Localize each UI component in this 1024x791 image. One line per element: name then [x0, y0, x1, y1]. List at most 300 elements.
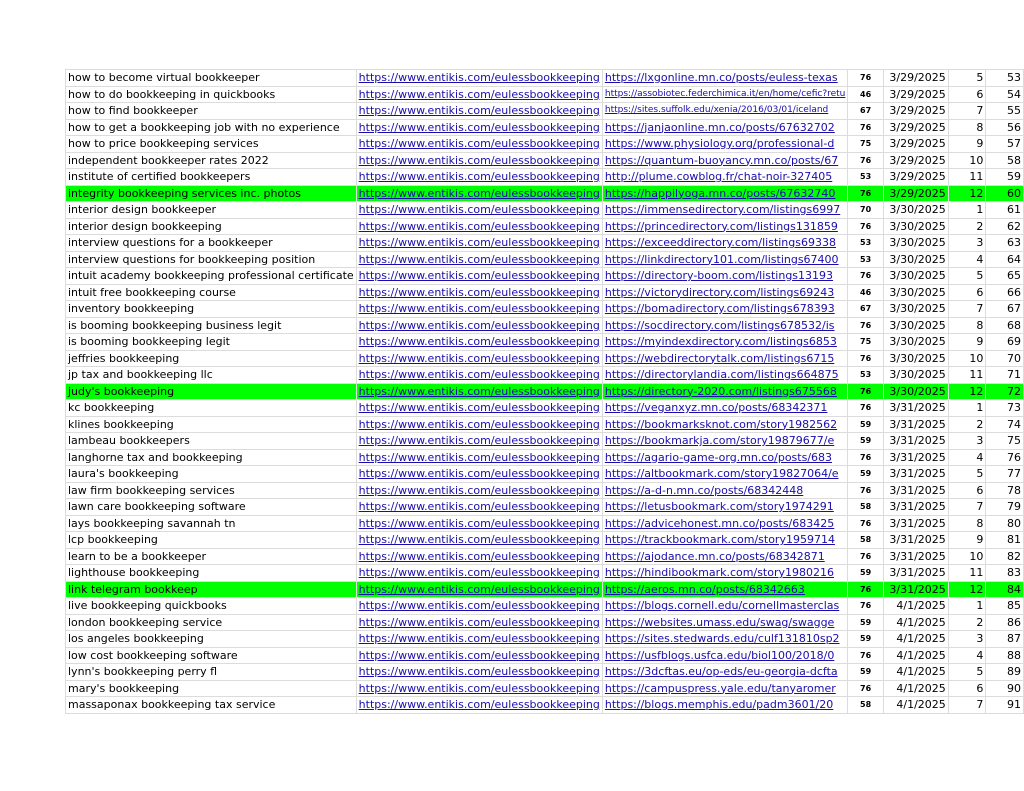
rank-cell: 8 — [948, 515, 986, 532]
source-url-link[interactable]: https://www.entikis.com/eulessbookkeeping — [356, 614, 602, 631]
score-cell: 53 — [848, 367, 883, 384]
table-row — [66, 664, 1024, 681]
rank-cell: 9 — [948, 532, 986, 549]
table-row — [66, 532, 1024, 549]
date-cell: 3/31/2025 — [883, 548, 948, 565]
table-row — [66, 268, 1024, 285]
backlink-url-link[interactable]: https://webdirectorytalk.com/listings6715 — [602, 350, 848, 367]
date-cell: 3/31/2025 — [883, 565, 948, 582]
backlink-url-link[interactable]: https://immensedirectory.com/listings6997 — [602, 202, 848, 219]
rank-cell: 9 — [948, 334, 986, 351]
source-url-link[interactable]: https://www.entikis.com/eulessbookkeeping — [356, 598, 602, 615]
source-url-link[interactable]: https://www.entikis.com/eulessbookkeeping — [356, 119, 602, 136]
backlink-url-link[interactable]: https://advicehonest.mn.co/posts/683425 — [602, 515, 848, 532]
table-row — [66, 317, 1024, 334]
backlink-url-link[interactable]: https://agario-game-org.mn.co/posts/683 — [602, 449, 848, 466]
index-cell: 56 — [986, 119, 1024, 136]
index-cell: 84 — [986, 581, 1024, 598]
rank-cell: 10 — [948, 350, 986, 367]
score-cell: 76 — [848, 185, 883, 202]
index-cell: 83 — [986, 565, 1024, 582]
backlink-url-link[interactable]: https://lxgonline.mn.co/posts/euless-texas — [602, 70, 848, 87]
backlink-url-link[interactable]: https://exceeddirectory.com/listings69338 — [602, 235, 848, 252]
index-cell: 64 — [986, 251, 1024, 268]
rank-cell: 7 — [948, 301, 986, 318]
backlink-url-link[interactable]: https://assobiotec.federchimica.it/en/home/cefic?retu — [602, 86, 848, 103]
rank-cell: 8 — [948, 317, 986, 334]
backlink-url-link[interactable]: https://aeros.mn.co/posts/68342663 — [602, 581, 848, 598]
source-url-link[interactable]: https://www.entikis.com/eulessbookkeeping — [356, 152, 602, 169]
source-url-link[interactable]: https://www.entikis.com/eulessbookkeeping — [356, 565, 602, 582]
score-cell: 70 — [848, 202, 883, 219]
date-cell: 3/30/2025 — [883, 284, 948, 301]
backlink-url-link[interactable]: https://princedirectory.com/listings131859 — [602, 218, 848, 235]
index-cell: 63 — [986, 235, 1024, 252]
table-row — [66, 70, 1024, 87]
index-cell: 87 — [986, 631, 1024, 648]
table-row — [66, 86, 1024, 103]
table-row — [66, 400, 1024, 417]
index-cell: 89 — [986, 664, 1024, 681]
backlink-url-link[interactable]: https://socdirectory.com/listings678532/is — [602, 317, 848, 334]
source-url-link[interactable]: https://www.entikis.com/eulessbookkeeping — [356, 466, 602, 483]
keyword-cell: live bookkeeping quickbooks — [66, 598, 357, 615]
table-row — [66, 499, 1024, 516]
source-url-link[interactable]: https://www.entikis.com/eulessbookkeeping — [356, 499, 602, 516]
rank-cell: 6 — [948, 680, 986, 697]
score-cell: 76 — [848, 383, 883, 400]
score-cell: 76 — [848, 449, 883, 466]
source-url-link[interactable]: https://www.entikis.com/eulessbookkeeping — [356, 103, 602, 120]
score-cell: 58 — [848, 499, 883, 516]
table-row — [66, 185, 1024, 202]
source-url-link[interactable]: https://www.entikis.com/eulessbookkeeping — [356, 697, 602, 714]
keyword-cell: how to become virtual bookkeeper — [66, 70, 357, 87]
source-url-link[interactable]: https://www.entikis.com/eulessbookkeeping — [356, 169, 602, 186]
keyword-cell: lawn care bookkeeping software — [66, 499, 357, 516]
score-cell: 75 — [848, 334, 883, 351]
score-cell: 53 — [848, 251, 883, 268]
index-cell: 80 — [986, 515, 1024, 532]
keyword-cell: lighthouse bookkeeping — [66, 565, 357, 582]
index-cell: 81 — [986, 532, 1024, 549]
score-cell: 59 — [848, 433, 883, 450]
table-row — [66, 235, 1024, 252]
source-url-link[interactable]: https://www.entikis.com/eulessbookkeeping — [356, 350, 602, 367]
backlink-url-link[interactable]: https://usfblogs.usfca.edu/biol100/2018/0 — [602, 647, 848, 664]
source-url-link[interactable]: https://www.entikis.com/eulessbookkeeping — [356, 136, 602, 153]
source-url-link[interactable]: https://www.entikis.com/eulessbookkeeping — [356, 581, 602, 598]
index-cell: 60 — [986, 185, 1024, 202]
keyword-cell: low cost bookkeeping software — [66, 647, 357, 664]
table-row — [66, 218, 1024, 235]
index-cell: 85 — [986, 598, 1024, 615]
keyword-cell: laura's bookkeeping — [66, 466, 357, 483]
backlink-url-link[interactable]: https://altbookmark.com/story19827064/e — [602, 466, 848, 483]
score-cell: 67 — [848, 301, 883, 318]
rank-cell: 6 — [948, 86, 986, 103]
date-cell: 3/31/2025 — [883, 433, 948, 450]
date-cell: 4/1/2025 — [883, 614, 948, 631]
rank-cell: 6 — [948, 284, 986, 301]
rank-cell: 5 — [948, 664, 986, 681]
source-url-link[interactable]: https://www.entikis.com/eulessbookkeeping — [356, 532, 602, 549]
rank-cell: 11 — [948, 367, 986, 384]
table-row — [66, 251, 1024, 268]
index-cell: 59 — [986, 169, 1024, 186]
index-cell: 55 — [986, 103, 1024, 120]
source-url-link[interactable]: https://www.entikis.com/eulessbookkeeping — [356, 218, 602, 235]
source-url-link[interactable]: https://www.entikis.com/eulessbookkeeping — [356, 664, 602, 681]
score-cell: 76 — [848, 598, 883, 615]
date-cell: 3/29/2025 — [883, 86, 948, 103]
backlink-url-link[interactable]: https://myindexdirectory.com/listings6853 — [602, 334, 848, 351]
table-row — [66, 631, 1024, 648]
source-url-link[interactable]: https://www.entikis.com/eulessbookkeeping — [356, 70, 602, 87]
score-cell: 59 — [848, 565, 883, 582]
score-cell: 59 — [848, 631, 883, 648]
backlink-url-link[interactable]: https://bomadirectory.com/listings678393 — [602, 301, 848, 318]
table-row — [66, 103, 1024, 120]
date-cell: 3/29/2025 — [883, 152, 948, 169]
keyword-cell: how to get a bookkeeping job with no experience — [66, 119, 357, 136]
date-cell: 3/31/2025 — [883, 532, 948, 549]
rank-cell: 8 — [948, 119, 986, 136]
keyword-cell: intuit free bookkeeping course — [66, 284, 357, 301]
source-url-link[interactable]: https://www.entikis.com/eulessbookkeeping — [356, 647, 602, 664]
score-cell: 59 — [848, 466, 883, 483]
rank-cell: 4 — [948, 647, 986, 664]
rank-cell: 12 — [948, 581, 986, 598]
keyword-cell: kc bookkeeping — [66, 400, 357, 417]
index-cell: 82 — [986, 548, 1024, 565]
table-row — [66, 482, 1024, 499]
date-cell: 3/31/2025 — [883, 400, 948, 417]
rank-cell: 11 — [948, 565, 986, 582]
date-cell: 3/31/2025 — [883, 581, 948, 598]
source-url-link[interactable]: https://www.entikis.com/eulessbookkeeping — [356, 86, 602, 103]
source-url-link[interactable]: https://www.entikis.com/eulessbookkeeping — [356, 433, 602, 450]
table-row — [66, 581, 1024, 598]
backlink-url-link[interactable]: https://quantum-buoyancy.mn.co/posts/67 — [602, 152, 848, 169]
date-cell: 4/1/2025 — [883, 598, 948, 615]
table-row — [66, 416, 1024, 433]
table-row — [66, 598, 1024, 615]
spreadsheet-body — [66, 70, 1024, 714]
rank-cell: 3 — [948, 433, 986, 450]
source-url-link[interactable]: https://www.entikis.com/eulessbookkeeping — [356, 482, 602, 499]
rank-cell: 10 — [948, 152, 986, 169]
table-row — [66, 449, 1024, 466]
keyword-cell: jeffries bookkeeping — [66, 350, 357, 367]
score-cell: 53 — [848, 235, 883, 252]
rank-cell: 5 — [948, 70, 986, 87]
source-url-link[interactable]: https://www.entikis.com/eulessbookkeeping — [356, 367, 602, 384]
score-cell: 76 — [848, 400, 883, 417]
date-cell: 3/31/2025 — [883, 449, 948, 466]
rank-cell: 5 — [948, 466, 986, 483]
source-url-link[interactable]: https://www.entikis.com/eulessbookkeeping — [356, 548, 602, 565]
source-url-link[interactable]: https://www.entikis.com/eulessbookkeeping — [356, 317, 602, 334]
table-row — [66, 515, 1024, 532]
table-row — [66, 614, 1024, 631]
score-cell: 76 — [848, 680, 883, 697]
score-cell: 76 — [848, 581, 883, 598]
date-cell: 3/29/2025 — [883, 70, 948, 87]
date-cell: 3/31/2025 — [883, 416, 948, 433]
keyword-cell: learn to be a bookkeeper — [66, 548, 357, 565]
index-cell: 70 — [986, 350, 1024, 367]
backlink-url-link[interactable]: https://sites.stedwards.edu/culf131810sp2 — [602, 631, 848, 648]
keyword-cell: london bookkeeping service — [66, 614, 357, 631]
index-cell: 79 — [986, 499, 1024, 516]
keyword-cell: interior design bookkeeping — [66, 218, 357, 235]
backlink-url-link[interactable]: https://a-d-n.mn.co/posts/68342448 — [602, 482, 848, 499]
rank-cell: 2 — [948, 614, 986, 631]
score-cell: 76 — [848, 647, 883, 664]
source-url-link[interactable]: https://www.entikis.com/eulessbookkeeping — [356, 251, 602, 268]
index-cell: 62 — [986, 218, 1024, 235]
date-cell: 3/29/2025 — [883, 136, 948, 153]
score-cell: 59 — [848, 416, 883, 433]
rank-cell: 7 — [948, 499, 986, 516]
keyword-cell: lynn's bookkeeping perry fl — [66, 664, 357, 681]
date-cell: 3/30/2025 — [883, 317, 948, 334]
index-cell: 57 — [986, 136, 1024, 153]
score-cell: 76 — [848, 350, 883, 367]
date-cell: 4/1/2025 — [883, 664, 948, 681]
score-cell: 59 — [848, 614, 883, 631]
rank-cell: 10 — [948, 548, 986, 565]
score-cell: 46 — [848, 86, 883, 103]
keyword-cell: independent bookkeeper rates 2022 — [66, 152, 357, 169]
date-cell: 3/31/2025 — [883, 499, 948, 516]
table-row — [66, 350, 1024, 367]
source-url-link[interactable]: https://www.entikis.com/eulessbookkeeping — [356, 334, 602, 351]
date-cell: 4/1/2025 — [883, 631, 948, 648]
keyword-cell: lcp bookkeeping — [66, 532, 357, 549]
source-url-link[interactable]: https://www.entikis.com/eulessbookkeeping — [356, 202, 602, 219]
table-row — [66, 152, 1024, 169]
date-cell: 3/31/2025 — [883, 482, 948, 499]
source-url-link[interactable]: https://www.entikis.com/eulessbookkeeping — [356, 301, 602, 318]
spreadsheet-table — [65, 69, 1024, 714]
index-cell: 58 — [986, 152, 1024, 169]
source-url-link[interactable]: https://www.entikis.com/eulessbookkeeping — [356, 185, 602, 202]
keyword-cell: mary's bookkeeping — [66, 680, 357, 697]
index-cell: 75 — [986, 433, 1024, 450]
backlink-url-link[interactable]: https://trackbookmark.com/story1959714 — [602, 532, 848, 549]
date-cell: 3/30/2025 — [883, 367, 948, 384]
rank-cell: 9 — [948, 136, 986, 153]
keyword-cell: institute of certified bookkeepers — [66, 169, 357, 186]
rank-cell: 1 — [948, 598, 986, 615]
backlink-url-link[interactable]: https://directory-boom.com/listings13193 — [602, 268, 848, 285]
keyword-cell: interview questions for a bookkeeper — [66, 235, 357, 252]
score-cell: 76 — [848, 482, 883, 499]
backlink-url-link[interactable]: https://blogs.cornell.edu/cornellmasterclas — [602, 598, 848, 615]
backlink-url-link[interactable]: http://plume.cowblog.fr/chat-noir-327405 — [602, 169, 848, 186]
date-cell: 3/29/2025 — [883, 169, 948, 186]
backlink-url-link[interactable]: https://janjaonline.mn.co/posts/67632702 — [602, 119, 848, 136]
date-cell: 3/30/2025 — [883, 218, 948, 235]
date-cell: 3/29/2025 — [883, 103, 948, 120]
rank-cell: 12 — [948, 185, 986, 202]
date-cell: 3/30/2025 — [883, 202, 948, 219]
backlink-url-link[interactable]: https://directory-2020.com/listings675568 — [602, 383, 848, 400]
source-url-link[interactable]: https://www.entikis.com/eulessbookkeeping — [356, 268, 602, 285]
table-row — [66, 433, 1024, 450]
rank-cell: 4 — [948, 251, 986, 268]
rank-cell: 6 — [948, 482, 986, 499]
index-cell: 71 — [986, 367, 1024, 384]
score-cell: 76 — [848, 548, 883, 565]
keyword-cell: how to price bookkeeping services — [66, 136, 357, 153]
keyword-cell: interior design bookkeeper — [66, 202, 357, 219]
index-cell: 65 — [986, 268, 1024, 285]
score-cell: 76 — [848, 119, 883, 136]
date-cell: 3/30/2025 — [883, 251, 948, 268]
backlink-url-link[interactable]: https://letusbookmark.com/story1974291 — [602, 499, 848, 516]
date-cell: 3/30/2025 — [883, 383, 948, 400]
rank-cell: 1 — [948, 400, 986, 417]
rank-cell: 1 — [948, 202, 986, 219]
rank-cell: 2 — [948, 416, 986, 433]
source-url-link[interactable]: https://www.entikis.com/eulessbookkeeping — [356, 416, 602, 433]
source-url-link[interactable]: https://www.entikis.com/eulessbookkeeping — [356, 631, 602, 648]
index-cell: 54 — [986, 86, 1024, 103]
table-row — [66, 697, 1024, 714]
backlink-url-link[interactable]: https://ajodance.mn.co/posts/68342871 — [602, 548, 848, 565]
index-cell: 91 — [986, 697, 1024, 714]
index-cell: 53 — [986, 70, 1024, 87]
table-row — [66, 301, 1024, 318]
date-cell: 3/31/2025 — [883, 515, 948, 532]
score-cell: 67 — [848, 103, 883, 120]
table-row — [66, 136, 1024, 153]
source-url-link[interactable]: https://www.entikis.com/eulessbookkeeping — [356, 400, 602, 417]
index-cell: 90 — [986, 680, 1024, 697]
backlink-url-link[interactable]: https://bookmarkja.com/story19879677/e — [602, 433, 848, 450]
index-cell: 73 — [986, 400, 1024, 417]
keyword-cell: how to find bookkeeper — [66, 103, 357, 120]
keyword-cell: langhorne tax and bookkeeping — [66, 449, 357, 466]
keyword-cell: judy's bookkeeping — [66, 383, 357, 400]
index-cell: 66 — [986, 284, 1024, 301]
keyword-cell: law firm bookkeeping services — [66, 482, 357, 499]
backlink-url-link[interactable]: https://linkdirectory101.com/listings67400 — [602, 251, 848, 268]
index-cell: 88 — [986, 647, 1024, 664]
rank-cell: 12 — [948, 383, 986, 400]
rank-cell: 5 — [948, 268, 986, 285]
date-cell: 3/30/2025 — [883, 350, 948, 367]
rank-cell: 2 — [948, 218, 986, 235]
index-cell: 76 — [986, 449, 1024, 466]
score-cell: 76 — [848, 218, 883, 235]
backlink-url-link[interactable]: https://websites.umass.edu/swag/swagge — [602, 614, 848, 631]
backlink-url-link[interactable]: https://campuspress.yale.edu/tanyaromer — [602, 680, 848, 697]
score-cell: 76 — [848, 268, 883, 285]
table-row — [66, 202, 1024, 219]
score-cell: 59 — [848, 664, 883, 681]
table-row — [66, 334, 1024, 351]
table-row — [66, 367, 1024, 384]
backlink-url-link[interactable]: https://blogs.memphis.edu/padm3601/20 — [602, 697, 848, 714]
date-cell: 3/29/2025 — [883, 185, 948, 202]
source-url-link[interactable]: https://www.entikis.com/eulessbookkeeping — [356, 383, 602, 400]
score-cell: 76 — [848, 152, 883, 169]
table-row — [66, 119, 1024, 136]
date-cell: 3/30/2025 — [883, 334, 948, 351]
keyword-cell: interview questions for bookkeeping position — [66, 251, 357, 268]
table-row — [66, 466, 1024, 483]
score-cell: 53 — [848, 169, 883, 186]
keyword-cell: link telegram bookkeep — [66, 581, 357, 598]
index-cell: 61 — [986, 202, 1024, 219]
date-cell: 4/1/2025 — [883, 680, 948, 697]
date-cell: 3/30/2025 — [883, 235, 948, 252]
rank-cell: 7 — [948, 103, 986, 120]
source-url-link[interactable]: https://www.entikis.com/eulessbookkeeping — [356, 235, 602, 252]
date-cell: 4/1/2025 — [883, 697, 948, 714]
backlink-url-link[interactable]: https://victorydirectory.com/listings69243 — [602, 284, 848, 301]
backlink-url-link[interactable]: https://www.physiology.org/professional-d — [602, 136, 848, 153]
date-cell: 3/29/2025 — [883, 119, 948, 136]
keyword-cell: klines bookkeeping — [66, 416, 357, 433]
rank-cell: 7 — [948, 697, 986, 714]
keyword-cell: lambeau bookkeepers — [66, 433, 357, 450]
table-row — [66, 169, 1024, 186]
keyword-cell: massaponax bookkeeping tax service — [66, 697, 357, 714]
index-cell: 77 — [986, 466, 1024, 483]
backlink-url-link[interactable]: https://directorylandia.com/listings664875 — [602, 367, 848, 384]
table-row — [66, 647, 1024, 664]
keyword-cell: los angeles bookkeeping — [66, 631, 357, 648]
date-cell: 3/31/2025 — [883, 466, 948, 483]
keyword-cell: is booming bookkeeping legit — [66, 334, 357, 351]
backlink-url-link[interactable]: https://sites.suffolk.edu/xenia/2016/03/01/iceland — [602, 103, 848, 120]
index-cell: 74 — [986, 416, 1024, 433]
source-url-link[interactable]: https://www.entikis.com/eulessbookkeeping — [356, 515, 602, 532]
keyword-cell: is booming bookkeeping business legit — [66, 317, 357, 334]
backlink-url-link[interactable]: https://bookmarksknot.com/story1982562 — [602, 416, 848, 433]
index-cell: 68 — [986, 317, 1024, 334]
date-cell: 3/30/2025 — [883, 301, 948, 318]
source-url-link[interactable]: https://www.entikis.com/eulessbookkeeping — [356, 449, 602, 466]
source-url-link[interactable]: https://www.entikis.com/eulessbookkeeping — [356, 680, 602, 697]
keyword-cell: lays bookkeeping savannah tn — [66, 515, 357, 532]
source-url-link[interactable]: https://www.entikis.com/eulessbookkeeping — [356, 284, 602, 301]
index-cell: 67 — [986, 301, 1024, 318]
backlink-url-link[interactable]: https://3dcftas.eu/op-eds/eu-georgia-dcfta — [602, 664, 848, 681]
score-cell: 58 — [848, 697, 883, 714]
date-cell: 4/1/2025 — [883, 647, 948, 664]
backlink-url-link[interactable]: https://veganxyz.mn.co/posts/68342371 — [602, 400, 848, 417]
rank-cell: 11 — [948, 169, 986, 186]
score-cell: 76 — [848, 317, 883, 334]
index-cell: 78 — [986, 482, 1024, 499]
index-cell: 72 — [986, 383, 1024, 400]
backlink-url-link[interactable]: https://hindibookmark.com/story1980216 — [602, 565, 848, 582]
index-cell: 86 — [986, 614, 1024, 631]
date-cell: 3/30/2025 — [883, 268, 948, 285]
backlink-url-link[interactable]: https://happilyoga.mn.co/posts/67632740 — [602, 185, 848, 202]
table-row — [66, 680, 1024, 697]
keyword-cell: inventory bookkeeping — [66, 301, 357, 318]
score-cell: 46 — [848, 284, 883, 301]
score-cell: 76 — [848, 70, 883, 87]
keyword-cell: how to do bookkeeping in quickbooks — [66, 86, 357, 103]
